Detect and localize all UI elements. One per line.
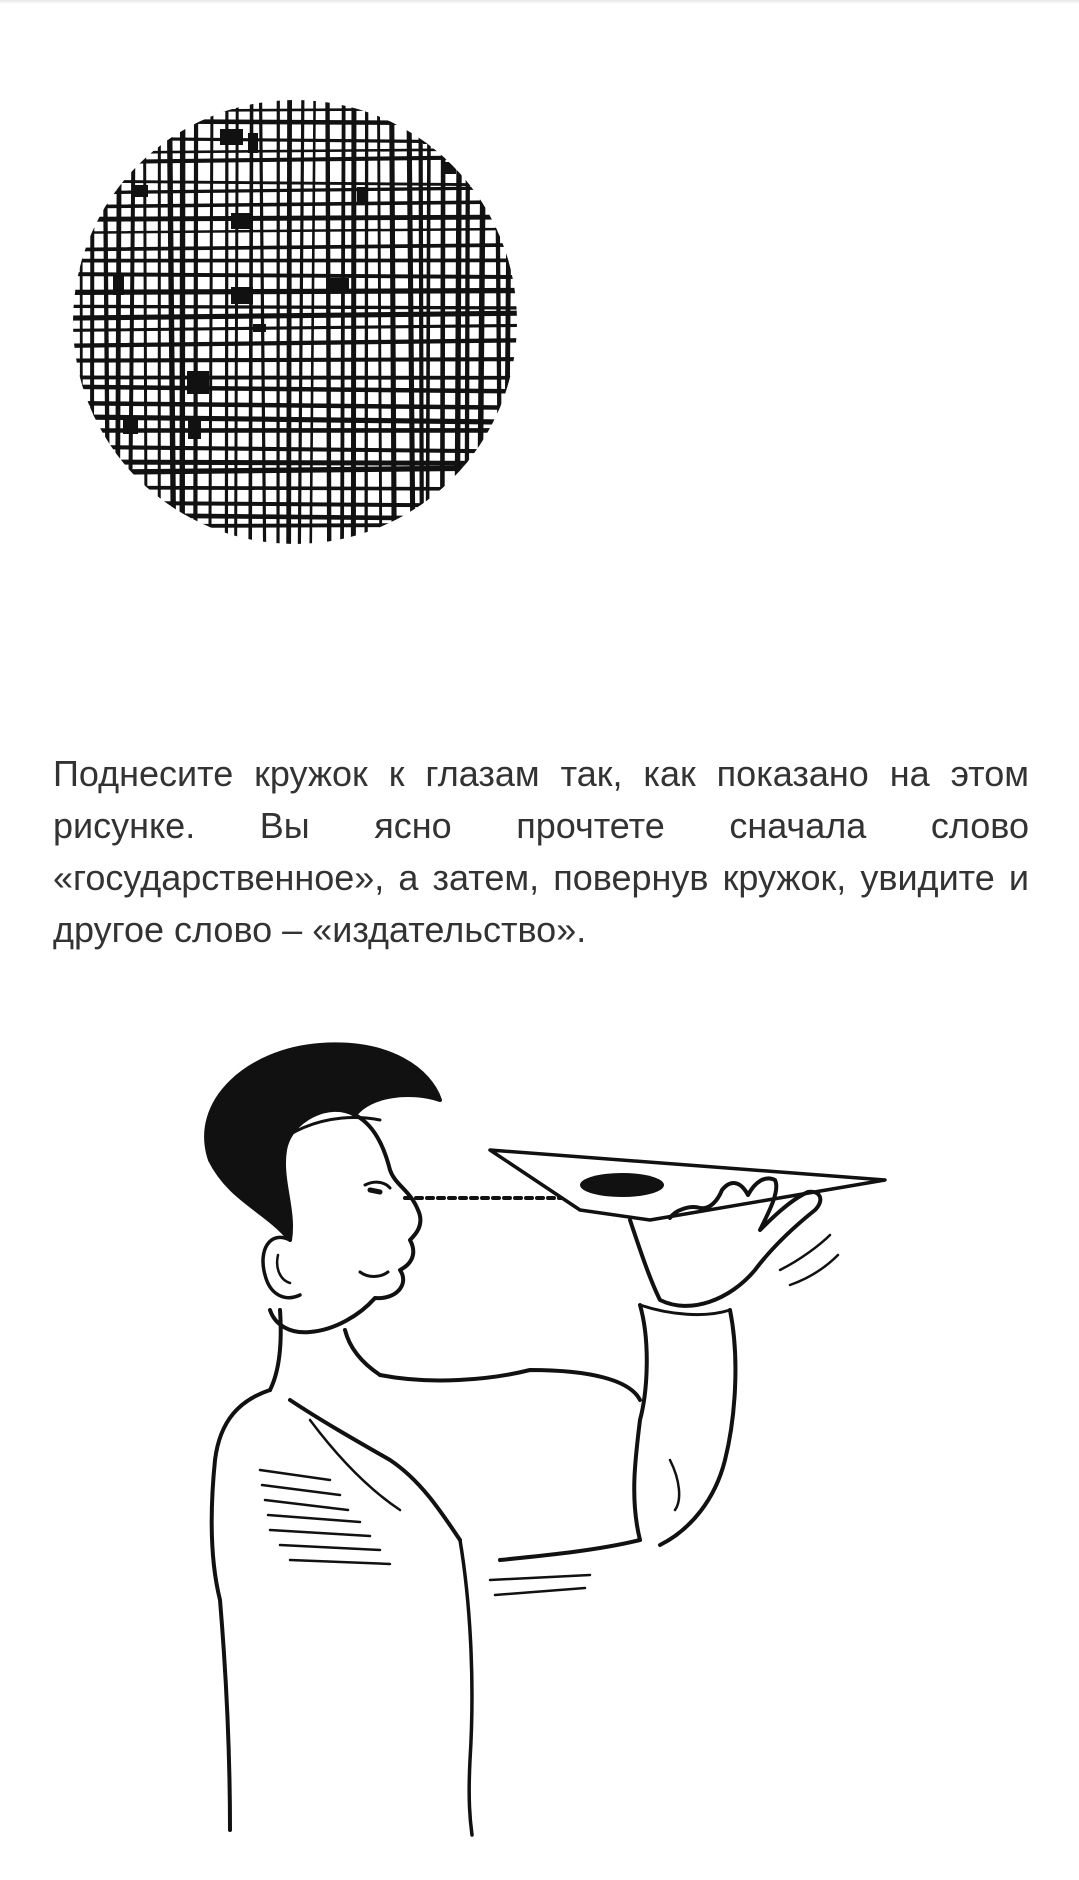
hatch-stroke: [60, 515, 530, 520]
hatch-blob: [253, 324, 266, 332]
hatch-blob: [328, 278, 349, 289]
hatched-circle-illustration: [60, 90, 530, 560]
hatch-stroke: [117, 90, 119, 560]
hatch-stroke: [130, 90, 134, 560]
hatch-stroke: [60, 359, 530, 360]
hatch-stroke: [60, 121, 530, 123]
hatch-blob: [113, 276, 124, 295]
hatch-stroke: [81, 90, 82, 560]
hatch-blob: [188, 416, 201, 439]
hatch-stroke: [60, 546, 530, 548]
arm: [500, 1305, 647, 1560]
hatch-blob: [187, 371, 209, 394]
hatch-blob: [231, 287, 253, 304]
hatch-stroke: [104, 90, 108, 560]
hatch-stroke: [60, 525, 530, 527]
hatch-blob: [132, 185, 148, 197]
hatch-blob: [123, 417, 138, 434]
hatch-blob: [423, 132, 440, 144]
card-hole: [580, 1173, 664, 1197]
hatch-blob: [357, 187, 368, 203]
hatch-stroke: [60, 290, 530, 292]
hatch-stroke: [60, 109, 530, 112]
hatch-stroke: [60, 462, 530, 464]
hatch-stroke: [92, 90, 93, 560]
hatch-stroke: [60, 138, 530, 142]
ear: [263, 1237, 300, 1297]
hatch-stroke: [60, 503, 530, 506]
top-divider: [0, 0, 1079, 4]
hatch-stroke: [60, 157, 530, 163]
jacket: [212, 1390, 270, 1830]
hatch-blob: [442, 162, 456, 174]
body-paragraph: Поднесите кружок к глазам так, как показано на этом рисунке. Вы ясно прочтете сначала слово «государственное», а затем, повернув кружок, увидите и другое слово – «издательство».: [53, 753, 1029, 950]
hatch-blob: [231, 213, 251, 229]
hatch-stroke: [60, 217, 530, 219]
person-holding-card-illustration: [170, 1040, 930, 1840]
hatch-blob: [248, 133, 258, 153]
hatch-stroke: [60, 487, 530, 489]
hatch-stroke: [60, 306, 530, 308]
hatch-stroke: [60, 149, 530, 153]
hatch-blob: [220, 129, 243, 145]
